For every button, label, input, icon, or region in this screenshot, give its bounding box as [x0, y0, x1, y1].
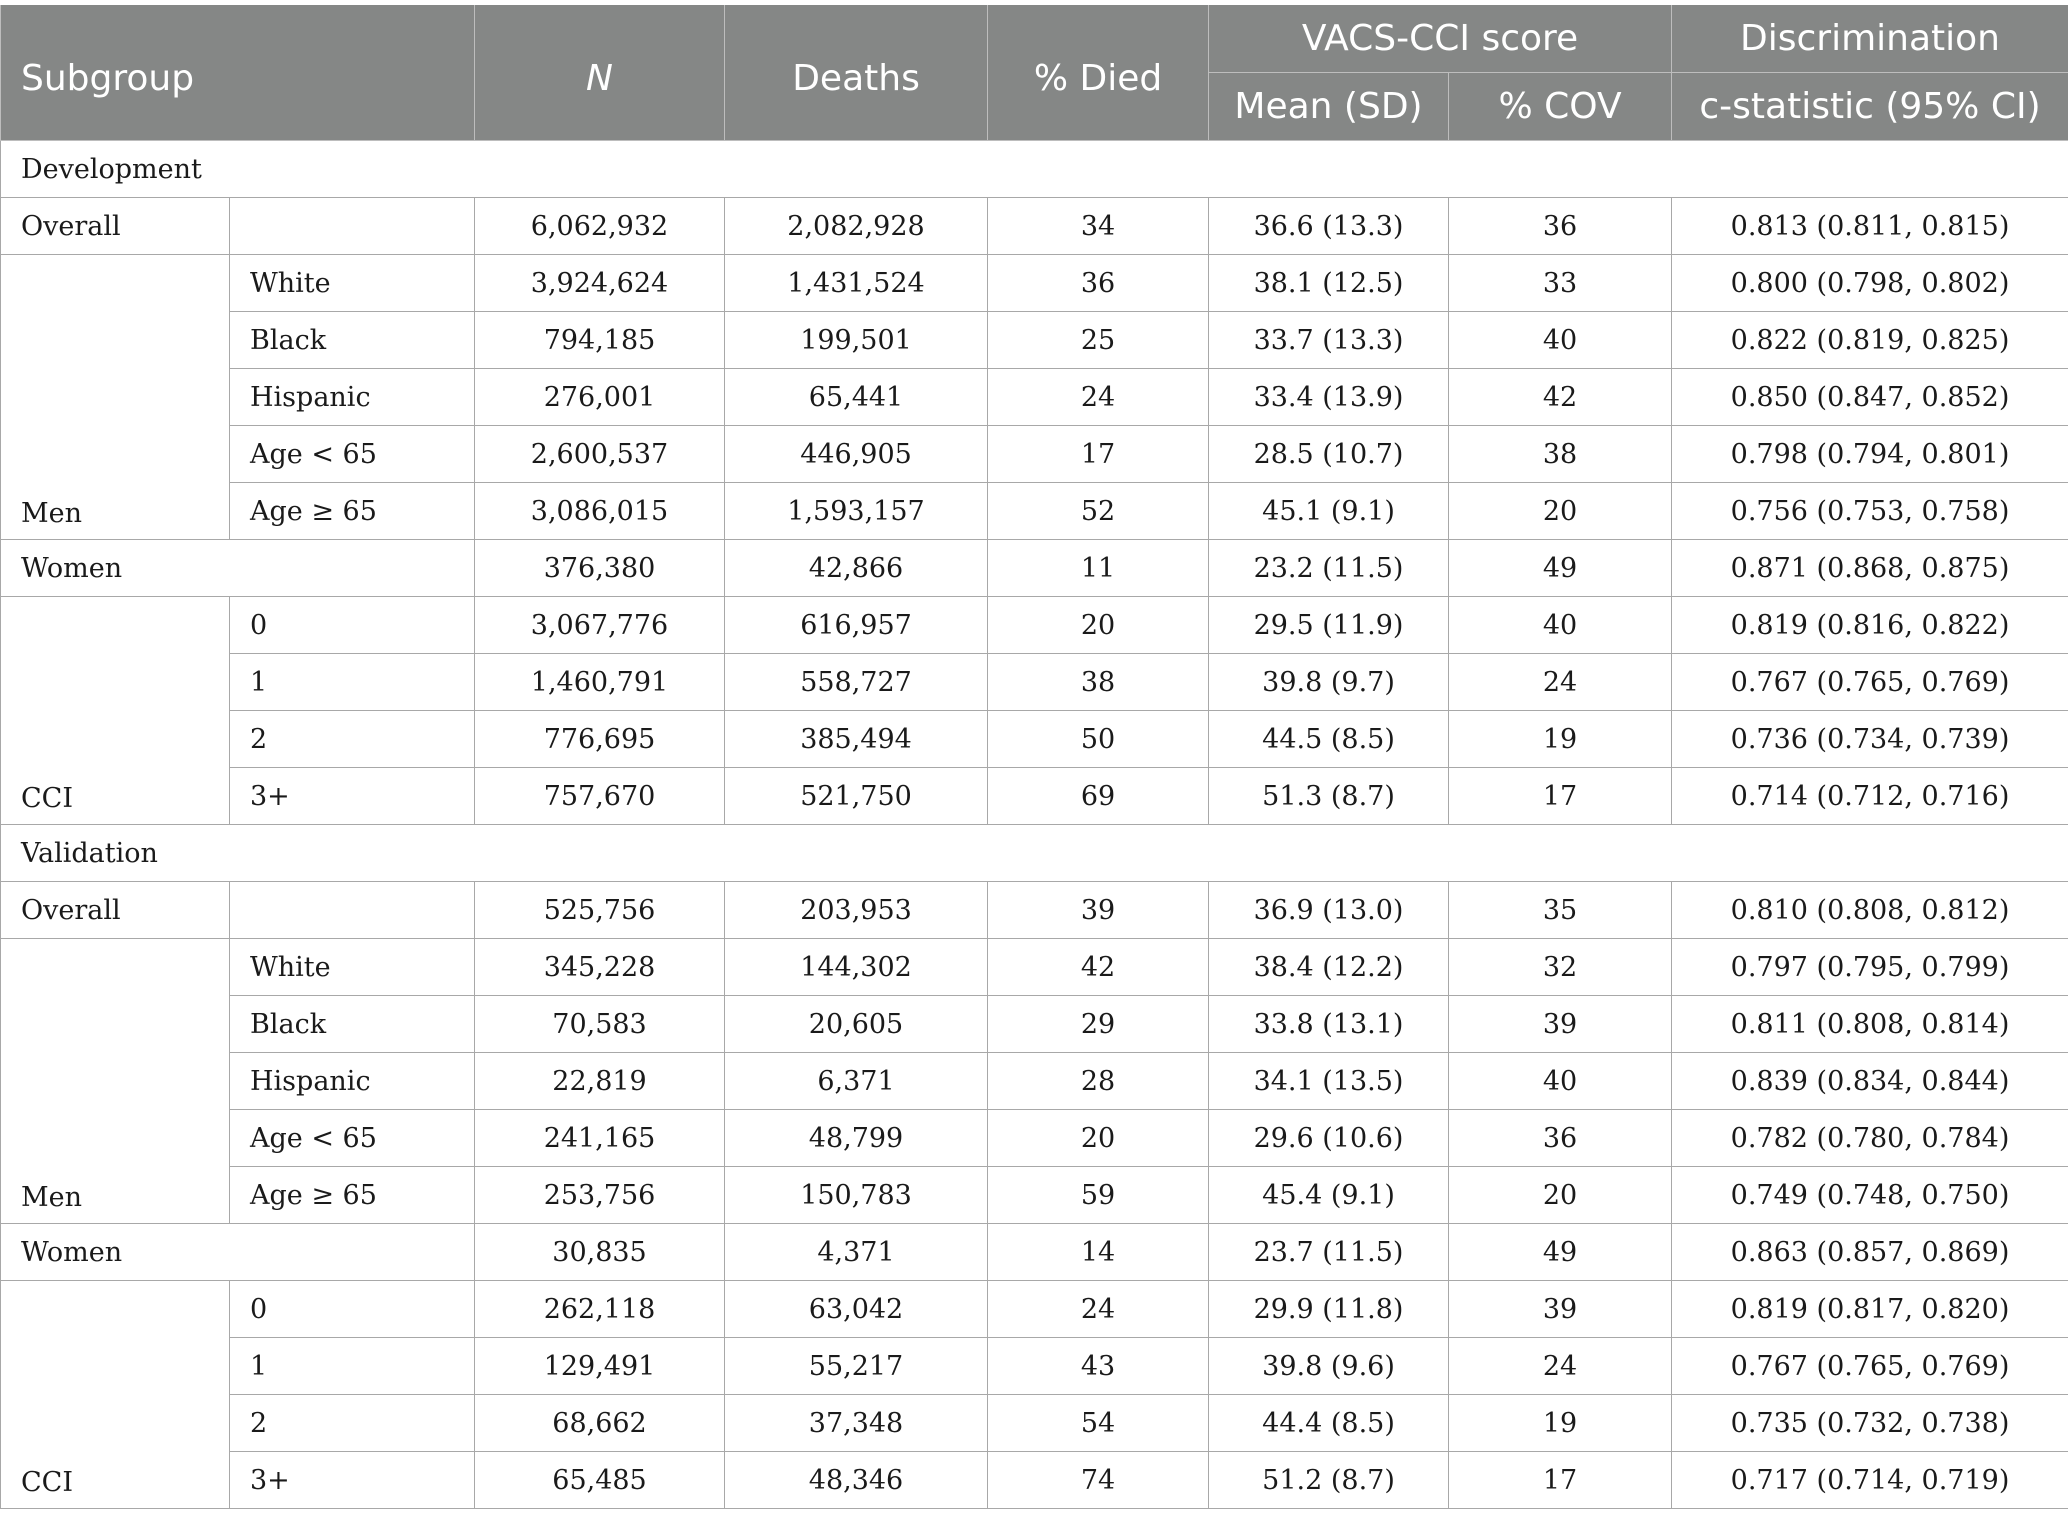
table-row	[1, 483, 2068, 540]
header-discrimination-group: Discrimination	[1672, 5, 2068, 73]
pct-died-cell: 54	[988, 1395, 1209, 1452]
mean-sd-cell: 44.4 (8.5)	[1209, 1395, 1449, 1452]
deaths-cell: 48,799	[725, 1110, 988, 1167]
pct-cov-cell: 17	[1449, 1452, 1672, 1509]
c-statistic-cell: 0.717 (0.714, 0.719)	[1672, 1452, 2068, 1509]
mean-sd-cell: 33.7 (13.3)	[1209, 312, 1449, 369]
deaths-cell: 48,346	[725, 1452, 988, 1509]
pct-cov-cell: 39	[1449, 996, 1672, 1053]
c-statistic-cell: 0.736 (0.734, 0.739)	[1672, 711, 2068, 768]
c-statistic-cell: 0.767 (0.765, 0.769)	[1672, 1338, 2068, 1395]
n-cell: 129,491	[475, 1338, 725, 1395]
n-cell: 376,380	[475, 540, 725, 597]
table-row	[1, 1110, 2068, 1167]
n-cell: 262,118	[475, 1281, 725, 1338]
mean-sd-cell: 28.5 (10.7)	[1209, 426, 1449, 483]
n-cell: 30,835	[475, 1224, 725, 1281]
deaths-cell: 1,593,157	[725, 483, 988, 540]
n-cell: 6,062,932	[475, 198, 725, 255]
subgroup-label: 1	[230, 1338, 475, 1395]
mean-sd-cell: 51.2 (8.7)	[1209, 1452, 1449, 1509]
section-title: Development	[1, 141, 2068, 198]
subgroup-label: Black	[230, 312, 475, 369]
table-row	[1, 1224, 2068, 1281]
c-statistic-cell: 0.798 (0.794, 0.801)	[1672, 426, 2068, 483]
c-statistic-cell: 0.797 (0.795, 0.799)	[1672, 939, 2068, 996]
table-row	[1, 426, 2068, 483]
mean-sd-cell: 51.3 (8.7)	[1209, 768, 1449, 825]
subgroup-label: Black	[230, 996, 475, 1053]
pct-cov-cell: 49	[1449, 1224, 1672, 1281]
pct-died-cell: 39	[988, 882, 1209, 939]
c-statistic-cell: 0.819 (0.816, 0.822)	[1672, 597, 2068, 654]
table-row	[1, 1167, 2068, 1224]
mean-sd-cell: 39.8 (9.6)	[1209, 1338, 1449, 1395]
subgroup-label: 0	[230, 1281, 475, 1338]
pct-died-cell: 24	[988, 369, 1209, 426]
subgroup-label: 2	[230, 1395, 475, 1452]
deaths-cell: 150,783	[725, 1167, 988, 1224]
c-statistic-cell: 0.871 (0.868, 0.875)	[1672, 540, 2068, 597]
mean-sd-cell: 29.9 (11.8)	[1209, 1281, 1449, 1338]
table-row	[1, 369, 2068, 426]
mean-sd-cell: 45.1 (9.1)	[1209, 483, 1449, 540]
pct-cov-cell: 24	[1449, 1338, 1672, 1395]
pct-cov-cell: 17	[1449, 768, 1672, 825]
mean-sd-cell: 45.4 (9.1)	[1209, 1167, 1449, 1224]
pct-died-cell: 14	[988, 1224, 1209, 1281]
n-cell: 345,228	[475, 939, 725, 996]
group-label-men: Men	[1, 255, 230, 540]
group-label-men: Men	[1, 939, 230, 1224]
c-statistic-cell: 0.839 (0.834, 0.844)	[1672, 1053, 2068, 1110]
pct-died-cell: 24	[988, 1281, 1209, 1338]
pct-died-cell: 59	[988, 1167, 1209, 1224]
subgroup-label: 0	[230, 597, 475, 654]
subgroup-label: 2	[230, 711, 475, 768]
mean-sd-cell: 36.9 (13.0)	[1209, 882, 1449, 939]
group-label-cci: CCI	[1, 1281, 230, 1509]
table-row	[1, 198, 2068, 255]
subgroup-label: Hispanic	[230, 1053, 475, 1110]
table-row	[1, 1338, 2068, 1395]
header-pct-died: % Died	[988, 5, 1209, 141]
mean-sd-cell: 39.8 (9.7)	[1209, 654, 1449, 711]
deaths-cell: 558,727	[725, 654, 988, 711]
table-body	[1, 141, 2068, 1509]
pct-cov-cell: 40	[1449, 312, 1672, 369]
pct-cov-cell: 20	[1449, 483, 1672, 540]
mean-sd-cell: 44.5 (8.5)	[1209, 711, 1449, 768]
table-row	[1, 1281, 2068, 1338]
pct-cov-cell: 38	[1449, 426, 1672, 483]
row-label: Women	[1, 1224, 475, 1281]
table-row	[1, 1395, 2068, 1452]
deaths-cell: 42,866	[725, 540, 988, 597]
empty-cell	[230, 198, 475, 255]
deaths-cell: 446,905	[725, 426, 988, 483]
subgroup-label: Age < 65	[230, 1110, 475, 1167]
n-cell: 3,086,015	[475, 483, 725, 540]
mean-sd-cell: 34.1 (13.5)	[1209, 1053, 1449, 1110]
pct-died-cell: 52	[988, 483, 1209, 540]
deaths-cell: 144,302	[725, 939, 988, 996]
c-statistic-cell: 0.810 (0.808, 0.812)	[1672, 882, 2068, 939]
pct-died-cell: 36	[988, 255, 1209, 312]
pct-cov-cell: 20	[1449, 1167, 1672, 1224]
subgroup-label: 3+	[230, 768, 475, 825]
table-row	[1, 312, 2068, 369]
n-cell: 757,670	[475, 768, 725, 825]
deaths-cell: 55,217	[725, 1338, 988, 1395]
n-cell: 794,185	[475, 312, 725, 369]
c-statistic-cell: 0.819 (0.817, 0.820)	[1672, 1281, 2068, 1338]
n-cell: 1,460,791	[475, 654, 725, 711]
subgroup-label: Age ≥ 65	[230, 1167, 475, 1224]
n-cell: 65,485	[475, 1452, 725, 1509]
subgroup-label: Age < 65	[230, 426, 475, 483]
n-cell: 3,924,624	[475, 255, 725, 312]
pct-cov-cell: 19	[1449, 711, 1672, 768]
c-statistic-cell: 0.756 (0.753, 0.758)	[1672, 483, 2068, 540]
table-row	[1, 768, 2068, 825]
pct-cov-cell: 35	[1449, 882, 1672, 939]
table-row	[1, 939, 2068, 996]
header-deaths: Deaths	[725, 5, 988, 141]
n-cell: 241,165	[475, 1110, 725, 1167]
pct-cov-cell: 19	[1449, 1395, 1672, 1452]
n-cell: 276,001	[475, 369, 725, 426]
pct-cov-cell: 39	[1449, 1281, 1672, 1338]
header-mean-sd: Mean (SD)	[1209, 73, 1449, 141]
c-statistic-cell: 0.714 (0.712, 0.716)	[1672, 768, 2068, 825]
pct-died-cell: 28	[988, 1053, 1209, 1110]
n-cell: 22,819	[475, 1053, 725, 1110]
empty-cell	[230, 882, 475, 939]
pct-cov-cell: 40	[1449, 597, 1672, 654]
pct-died-cell: 38	[988, 654, 1209, 711]
row-label: Overall	[1, 198, 230, 255]
mean-sd-cell: 33.4 (13.9)	[1209, 369, 1449, 426]
pct-cov-cell: 49	[1449, 540, 1672, 597]
pct-died-cell: 20	[988, 597, 1209, 654]
c-statistic-cell: 0.800 (0.798, 0.802)	[1672, 255, 2068, 312]
header-n: N	[475, 5, 725, 141]
deaths-cell: 37,348	[725, 1395, 988, 1452]
pct-cov-cell: 24	[1449, 654, 1672, 711]
n-cell: 525,756	[475, 882, 725, 939]
row-label: Overall	[1, 882, 230, 939]
pct-died-cell: 25	[988, 312, 1209, 369]
pct-cov-cell: 36	[1449, 1110, 1672, 1167]
pct-cov-cell: 32	[1449, 939, 1672, 996]
subgroup-label: Hispanic	[230, 369, 475, 426]
mean-sd-cell: 38.1 (12.5)	[1209, 255, 1449, 312]
n-cell: 2,600,537	[475, 426, 725, 483]
n-cell: 68,662	[475, 1395, 725, 1452]
c-statistic-cell: 0.822 (0.819, 0.825)	[1672, 312, 2068, 369]
table-row	[1, 255, 2068, 312]
mean-sd-cell: 29.5 (11.9)	[1209, 597, 1449, 654]
pct-died-cell: 74	[988, 1452, 1209, 1509]
mean-sd-cell: 23.2 (11.5)	[1209, 540, 1449, 597]
pct-died-cell: 17	[988, 426, 1209, 483]
header-pct-cov: % COV	[1449, 73, 1672, 141]
c-statistic-cell: 0.767 (0.765, 0.769)	[1672, 654, 2068, 711]
deaths-cell: 6,371	[725, 1053, 988, 1110]
subgroup-label: Age ≥ 65	[230, 483, 475, 540]
header-subgroup: Subgroup	[1, 5, 475, 141]
pct-died-cell: 50	[988, 711, 1209, 768]
subgroup-label: 3+	[230, 1452, 475, 1509]
row-label: Women	[1, 540, 475, 597]
mean-sd-cell: 29.6 (10.6)	[1209, 1110, 1449, 1167]
deaths-cell: 616,957	[725, 597, 988, 654]
pct-died-cell: 69	[988, 768, 1209, 825]
table-row	[1, 540, 2068, 597]
n-cell: 3,067,776	[475, 597, 725, 654]
pct-cov-cell: 33	[1449, 255, 1672, 312]
results-table	[0, 5, 2068, 1509]
pct-died-cell: 34	[988, 198, 1209, 255]
deaths-cell: 63,042	[725, 1281, 988, 1338]
table-row	[1, 711, 2068, 768]
section-row	[1, 141, 2068, 198]
pct-died-cell: 42	[988, 939, 1209, 996]
deaths-cell: 20,605	[725, 996, 988, 1053]
subgroup-label: White	[230, 255, 475, 312]
n-cell: 70,583	[475, 996, 725, 1053]
n-cell: 776,695	[475, 711, 725, 768]
c-statistic-cell: 0.811 (0.808, 0.814)	[1672, 996, 2068, 1053]
pct-died-cell: 20	[988, 1110, 1209, 1167]
table-row	[1, 597, 2068, 654]
mean-sd-cell: 33.8 (13.1)	[1209, 996, 1449, 1053]
pct-cov-cell: 36	[1449, 198, 1672, 255]
subgroup-label: 1	[230, 654, 475, 711]
c-statistic-cell: 0.850 (0.847, 0.852)	[1672, 369, 2068, 426]
section-row	[1, 825, 2068, 882]
deaths-cell: 521,750	[725, 768, 988, 825]
table-row	[1, 996, 2068, 1053]
subgroup-label: White	[230, 939, 475, 996]
pct-cov-cell: 42	[1449, 369, 1672, 426]
pct-died-cell: 11	[988, 540, 1209, 597]
pct-died-cell: 29	[988, 996, 1209, 1053]
deaths-cell: 385,494	[725, 711, 988, 768]
deaths-cell: 65,441	[725, 369, 988, 426]
pct-cov-cell: 40	[1449, 1053, 1672, 1110]
c-statistic-cell: 0.863 (0.857, 0.869)	[1672, 1224, 2068, 1281]
header-score-group: VACS-CCI score	[1209, 5, 1672, 73]
table-row	[1, 1452, 2068, 1509]
section-title: Validation	[1, 825, 2068, 882]
mean-sd-cell: 23.7 (11.5)	[1209, 1224, 1449, 1281]
deaths-cell: 203,953	[725, 882, 988, 939]
deaths-cell: 199,501	[725, 312, 988, 369]
pct-died-cell: 43	[988, 1338, 1209, 1395]
c-statistic-cell: 0.735 (0.732, 0.738)	[1672, 1395, 2068, 1452]
header-c-statistic: c-statistic (95% CI)	[1672, 73, 2068, 141]
c-statistic-cell: 0.749 (0.748, 0.750)	[1672, 1167, 2068, 1224]
mean-sd-cell: 38.4 (12.2)	[1209, 939, 1449, 996]
table-header	[1, 5, 2068, 141]
n-cell: 253,756	[475, 1167, 725, 1224]
table-row	[1, 654, 2068, 711]
table-row	[1, 1053, 2068, 1110]
table-row	[1, 882, 2068, 939]
deaths-cell: 1,431,524	[725, 255, 988, 312]
c-statistic-cell: 0.813 (0.811, 0.815)	[1672, 198, 2068, 255]
mean-sd-cell: 36.6 (13.3)	[1209, 198, 1449, 255]
deaths-cell: 4,371	[725, 1224, 988, 1281]
deaths-cell: 2,082,928	[725, 198, 988, 255]
group-label-cci: CCI	[1, 597, 230, 825]
c-statistic-cell: 0.782 (0.780, 0.784)	[1672, 1110, 2068, 1167]
